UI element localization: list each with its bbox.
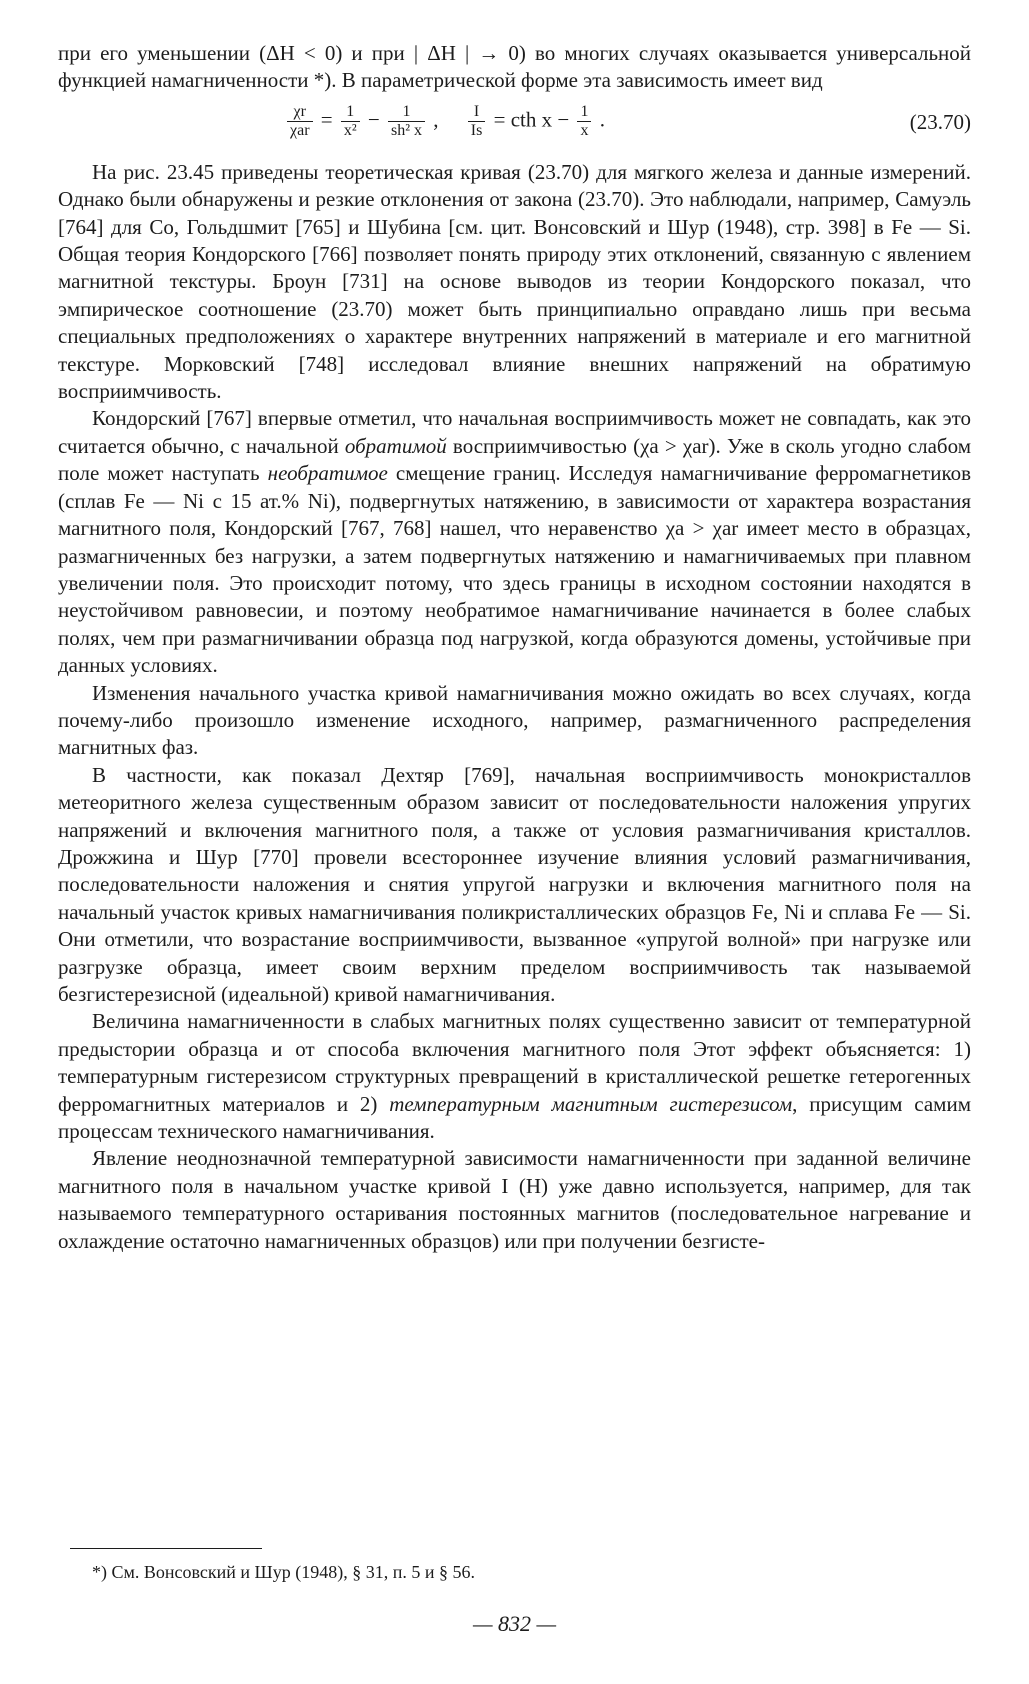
fraction-one-over-x: $\frac{1}{x}$ bbox=[577, 103, 591, 140]
paragraph-intro: при его уменьшении (ΔH < 0) и при | ΔH | → 0) во многих случаях оказывается универсальной функцией намагниченности *). В параметрической форме эта зависимость имеет вид bbox=[58, 41, 971, 93]
formula-expression: $\frac{\chi r}{\text{χar}}$ = $\frac{1}{\text{x²}}$ − $\frac{1}{\text{sh² x}}$ , $\frac{I}{Is}$ = cth x − $\frac{1}{x}$ . bbox=[284, 103, 605, 140]
paragraph-figure-discussion: На рис. 23.45 приведены теоретическая кривая (23.70) для мягкого железа и данные измерений. Однако были обнаружены и резкие отклонения от закона (23.70). Это наблюдали, например, Самуэль [764] для Co, Гольдшмит [765] и Шубина [см. цит. Вонсовский и Шур (1948), стр. 398] в Fe — Si. Общая теория Кондорского [766] позволяет понять природу этих отклонений, связанную с явлением магнитной текстуры. Броун [731] на основе выводов из теории Кондорского показал, что эмпирическое соотношение (23.70) может быть принципиально оправдано лишь при весьма специальных предположениях о характере внутренних напряжений в материале и его магнитной текстуре. Морковский [748] исследовал влияние внешних напряжений на обратимую восприимчивость. bbox=[58, 159, 971, 404]
fraction-one-over-x2: $\frac{1}{\text{x²}}$ bbox=[341, 103, 360, 140]
paragraph-dekhtyar: В частности, как показал Дехтяр [769], начальная восприимчивость монокристаллов метеоритного железа существенным образом зависит от последовательности наложения упругих напряжений и включения магнитного поля, а также от условия размагничивания кристаллов. Дрожжина и Шур [770] провели всестороннее изучение влияния условий размагничивания, последовательности наложения и снятия упругой нагрузки и включения магнитного поля на начальный участок кривых намагничивания поликристаллических образцов Fe, Ni и сплава Fe — Si. Они отметили, что возрастание восприимчивости, вызванное «упругой волной» при нагрузке или разгрузке образца, имеет своим верхним пределом восприимчивость так называемой безгистерезисной (идеальной) кривой намагничивания. bbox=[58, 762, 971, 1006]
paragraph-kondorsky: Кондорский [767] впервые отметил, что начальная восприимчивость может не совпадать, как это считается обычно, с начальной обратимой восприимчивостью (χa > χar). Уже в сколь угодно слабом поле может наступать необратимое смещение границ. Исследуя намагничивание ферромагнетиков (сплав Fe — Ni с 15 ат.% Ni), подвергнутых натяжению, в зависимости от характера возрастания магнитного поля, Кондорский [767, 768] нашел, что неравенство χa > χar имеет место в образцах, размагниченных без нагрузки, а затем подвергнутых натяжению и намагничиваемых при плавном увеличении поля. Это происходит потому, что здесь границы в исходном состоянии находятся в неустойчивом равновесии, и поэтому необратимое намагничивание начинается в более слабых полях, чем при размагничивании образца под нагрузкой, когда образуются домены, устойчивые при данных условиях. bbox=[58, 406, 972, 678]
paragraph-temperature: Величина намагниченности в слабых магнитных полях существенно зависит от температурной предыстории образца и от способа включения магнитного поля Этот эффект объясняется: 1) температурным гистерезисом структурных превращений в кристаллической решетке гетерогенных ферромагнитных материалов и 2) температурным магнитным гистерезисом, присущим самим процессам технического намагничивания. bbox=[58, 1009, 971, 1144]
paragraph-aging: Явление неоднозначной температурной зависимости намагниченности при заданной величине магнитного поля в начальном участке кривой I (H) уже давно используется, например, для так называемого температурного остаривания постоянных магнитов (последовательное нагревание и охлаждение остаточно намагниченных образцов) или при получении безгисте- bbox=[58, 1146, 971, 1253]
formula-23-70 bbox=[58, 95, 971, 159]
footnote: *) См. Вонсовский и Шур (1948), § 31, п. 5 и § 56. bbox=[92, 1562, 475, 1582]
fraction-one-over-sh2x: $\frac{1}{\text{sh² x}}$ bbox=[388, 103, 425, 140]
paragraph-initial-curve: Изменения начального участка кривой намагничивания можно ожидать во всех случаях, когда почему-либо произошло изменение исходного, например, размагниченного распределения магнитных фаз. bbox=[58, 680, 971, 760]
emphasis-reversible: обратимой bbox=[344, 433, 447, 458]
equation-number: (23.70) bbox=[909, 109, 971, 134]
fraction-chi-ratio: $\frac{\chi r}{\text{χar}}$ bbox=[287, 103, 313, 140]
emphasis-thermal-hysteresis: температурным магнитным гистерезисом bbox=[389, 1091, 793, 1116]
page-number: — 832 — bbox=[472, 1611, 557, 1636]
footnote-divider bbox=[70, 1548, 262, 1549]
emphasis-irreversible: необратимое bbox=[267, 461, 388, 486]
main-text bbox=[58, 40, 971, 1255]
fraction-i-over-is: $\frac{I}{Is}$ bbox=[468, 103, 486, 140]
